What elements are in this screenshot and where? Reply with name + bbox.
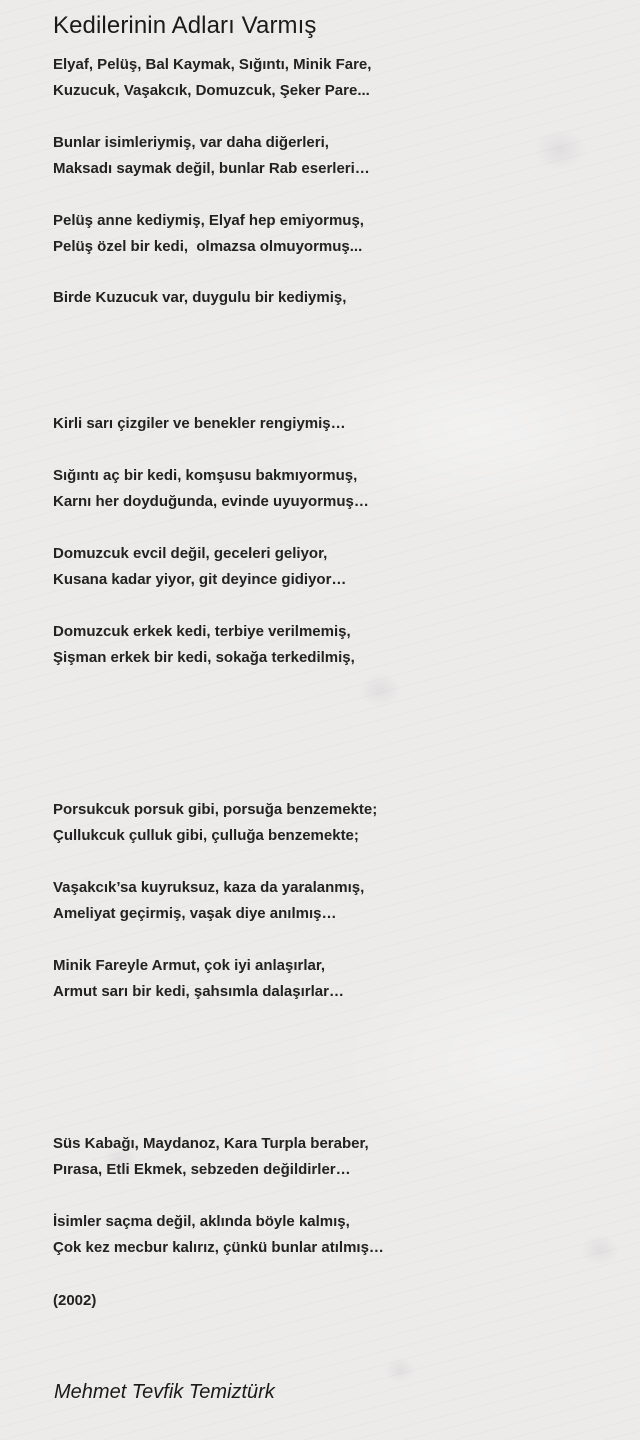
poem-author: Mehmet Tevfik Temiztürk [54,1381,275,1403]
poem-line: Domuzcuk erkek kedi, terbiye verilmemiş, [53,623,351,640]
poem-line: Bunlar isimleriymiş, var daha diğerleri, [53,134,329,151]
poem-line: Süs Kabağı, Maydanoz, Kara Turpla beraber, [53,1135,369,1152]
poem-line: Pelüş anne kediymiş, Elyaf hep emiyormuş, [53,212,364,229]
poem-line: Çok kez mecbur kalırız, çünkü bunlar atılmış… [53,1239,384,1256]
poem-line: Armut sarı bir kedi, şahsımla dalaşırlar… [53,983,344,1000]
poem-line: Çullukcuk çulluk gibi, çulluğa benzemekte; [53,827,359,844]
poem-line: Elyaf, Pelüş, Bal Kaymak, Sığıntı, Minik Fare, [53,56,372,73]
poem-line: Kirli sarı çizgiler ve benekler rengiymiş… [53,415,346,432]
poem-line: İsimler saçma değil, aklında böyle kalmış, [53,1213,350,1230]
poem-line: Karnı her doyduğunda, evinde uyuyormuş… [53,493,369,510]
poem-date: (2002) [53,1292,97,1309]
poem-line: Kuzucuk, Vaşakcık, Domuzcuk, Şeker Pare... [53,82,370,99]
poem-line: Vaşakcık’sa kuyruksuz, kaza da yaralanmış, [53,879,365,896]
poem-line: Birde Kuzucuk var, duygulu bir kediymiş, [53,289,347,306]
poem-line: Ameliyat geçirmiş, vaşak diye anılmış… [53,905,337,922]
poem-line: Maksadı saymak değil, bunlar Rab eserleri… [53,160,370,177]
poem-line: Minik Fareyle Armut, çok iyi anlaşırlar, [53,957,326,974]
poem-line: Porsukcuk porsuk gibi, porsuğa benzemekte; [53,801,378,818]
poem-line: Domuzcuk evcil değil, geceleri geliyor, [53,545,328,562]
poem-line: Kusana kadar yiyor, git deyince gidiyor… [53,571,347,588]
poem-line: Sığıntı aç bir kedi, komşusu bakmıyormuş, [53,467,358,484]
poem-line: Pırasa, Etli Ekmek, sebzeden değildirler… [53,1161,351,1178]
poem-line: Şişman erkek bir kedi, sokağa terkedilmiş, [53,649,355,666]
poem-line: Pelüş özel bir kedi, olmazsa olmuyormuş... [53,238,363,255]
poem-title: Kedilerinin Adları Varmış [53,12,317,39]
